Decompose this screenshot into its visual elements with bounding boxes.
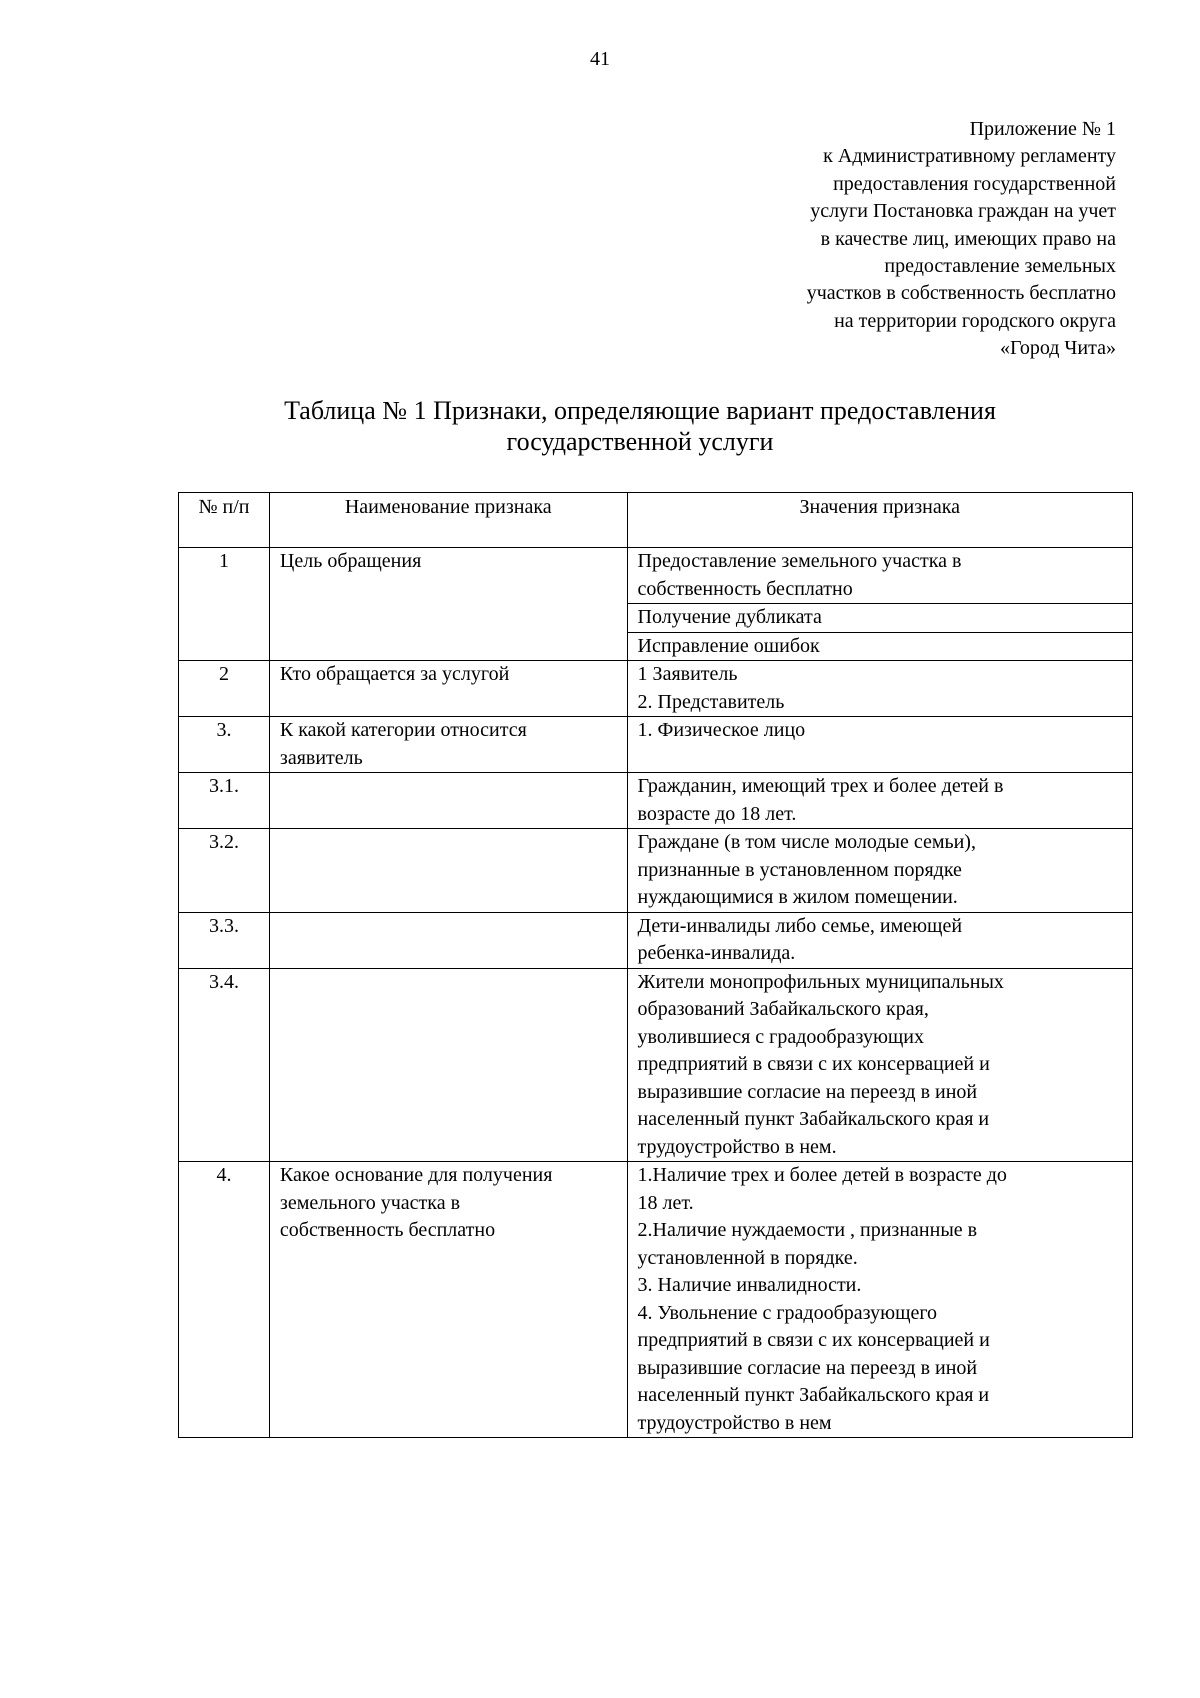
table-row	[179, 717, 1133, 773]
header-criterion-values: Значения признака	[627, 493, 1132, 548]
value-line: трудоустройство в нем	[637, 1411, 832, 1434]
criterion-name	[269, 1162, 627, 1438]
table-row	[179, 912, 1133, 968]
value-line: Исправление ошибок	[637, 634, 820, 657]
value-line: населенный пункт Забайкальского края и	[637, 1108, 990, 1130]
criterion-name-empty	[269, 912, 627, 968]
criterion-value	[627, 1162, 1132, 1438]
appendix-line: участков в собственность бесплатно	[806, 282, 1116, 305]
name-line: земельного участка в	[279, 1191, 461, 1214]
value-line: предприятий в связи с их консервацией и	[637, 1329, 990, 1351]
value-line: возрасте до 18 лет.	[637, 802, 797, 825]
criterion-name-empty	[269, 968, 627, 1162]
criterion-value	[627, 968, 1132, 1162]
row-number: 2	[179, 661, 270, 717]
appendix-line: в качестве лиц, имеющих право на	[820, 227, 1116, 250]
value-line: 4. Увольнение с градообразующего	[637, 1301, 938, 1324]
value-line: признанные в установленном порядке	[637, 858, 962, 881]
row-number: 1	[179, 548, 270, 661]
criterion-name-empty	[269, 829, 627, 913]
value-line: Получение дубликата	[637, 606, 822, 628]
value-line: образований Забайкальского края,	[637, 998, 929, 1020]
appendix-line: «Город Чита»	[1000, 337, 1116, 360]
table-row	[179, 829, 1133, 913]
appendix-block	[696, 116, 1116, 363]
value-line: Предоставление земельного участка в	[637, 550, 962, 572]
appendix-line: предоставления государственной	[833, 172, 1116, 195]
table-row	[179, 968, 1133, 1162]
table-title-line: государственной услуги	[506, 427, 774, 456]
header-number: № п/п	[179, 493, 270, 548]
table-row	[179, 548, 1133, 604]
name-line: собственность бесплатно	[279, 1219, 496, 1241]
appendix-line: предоставление земельных	[884, 255, 1116, 278]
value-line: 1. Физическое лицо	[637, 719, 806, 741]
value-line: установленной в порядке.	[637, 1246, 858, 1269]
name-line: Какое основание для получения	[279, 1164, 553, 1186]
row-number: 3.1.	[179, 773, 270, 829]
criterion-value	[627, 661, 1132, 717]
table-row	[179, 1162, 1133, 1438]
appendix-line: Приложение № 1	[969, 118, 1116, 140]
value-line: населенный пункт Забайкальского края и	[637, 1384, 990, 1406]
name-line: заявитель	[279, 746, 363, 769]
table-title	[180, 395, 1100, 457]
value-line: Жители монопрофильных муниципальных	[637, 970, 1004, 993]
criterion-name: Цель обращения	[269, 548, 627, 661]
table-row	[179, 773, 1133, 829]
value-line: трудоустройство в нем.	[637, 1135, 837, 1158]
value-line: Гражданин, имеющий трех и более детей в	[637, 775, 1004, 797]
table-header-row	[179, 493, 1133, 548]
appendix-line: услуги Постановка граждан на учет	[810, 200, 1116, 223]
header-criterion-name: Наименование признака	[269, 493, 627, 548]
row-number: 3.2.	[179, 829, 270, 913]
criteria-table	[178, 492, 1133, 1438]
value-line: 2. Представитель	[637, 690, 785, 713]
value-line: собственность бесплатно	[637, 577, 853, 600]
criterion-value	[627, 548, 1132, 604]
value-line: уволившиеся с градообразующих	[637, 1025, 924, 1048]
value-line: Граждане (в том числе молодые семьи),	[637, 831, 976, 853]
table-row	[179, 661, 1133, 717]
name-line: К какой категории относится	[279, 719, 527, 741]
value-line: 3. Наличие инвалидности.	[637, 1274, 862, 1296]
value-line: выразившие согласие на переезд в иной	[637, 1080, 978, 1103]
page-number: 41	[590, 48, 610, 70]
value-line: выразившие согласие на переезд в иной	[637, 1356, 978, 1379]
row-number: 3.	[179, 717, 270, 773]
table-title-line: Таблица № 1 Признаки, определяющие вариант предоставления	[284, 396, 996, 425]
value-line: 18 лет.	[637, 1191, 694, 1214]
value-line: нуждающимися в жилом помещении.	[637, 886, 958, 908]
criterion-name-empty	[269, 773, 627, 829]
criterion-value	[627, 717, 1132, 773]
criterion-name	[269, 717, 627, 773]
value-line: Дети-инвалиды либо семье, имеющей	[637, 914, 963, 937]
criterion-value	[627, 773, 1132, 829]
criterion-value	[627, 912, 1132, 968]
value-line: 1 Заявитель	[637, 663, 738, 685]
criterion-name: Кто обращается за услугой	[269, 661, 627, 717]
criterion-value	[627, 632, 1132, 661]
appendix-line: к Административному регламенту	[823, 145, 1116, 168]
value-line: предприятий в связи с их консервацией и	[637, 1053, 990, 1075]
row-number: 3.4.	[179, 968, 270, 1162]
row-number: 3.3.	[179, 912, 270, 968]
value-line: ребенка-инвалида.	[637, 942, 796, 964]
criterion-value	[627, 829, 1132, 913]
value-line: 2.Наличие нуждаемости , признанные в	[637, 1219, 978, 1241]
value-line: 1.Наличие трех и более детей в возрасте до	[637, 1164, 1007, 1186]
appendix-line: на территории городского округа	[834, 309, 1116, 332]
criterion-value	[627, 604, 1132, 633]
row-number: 4.	[179, 1162, 270, 1438]
